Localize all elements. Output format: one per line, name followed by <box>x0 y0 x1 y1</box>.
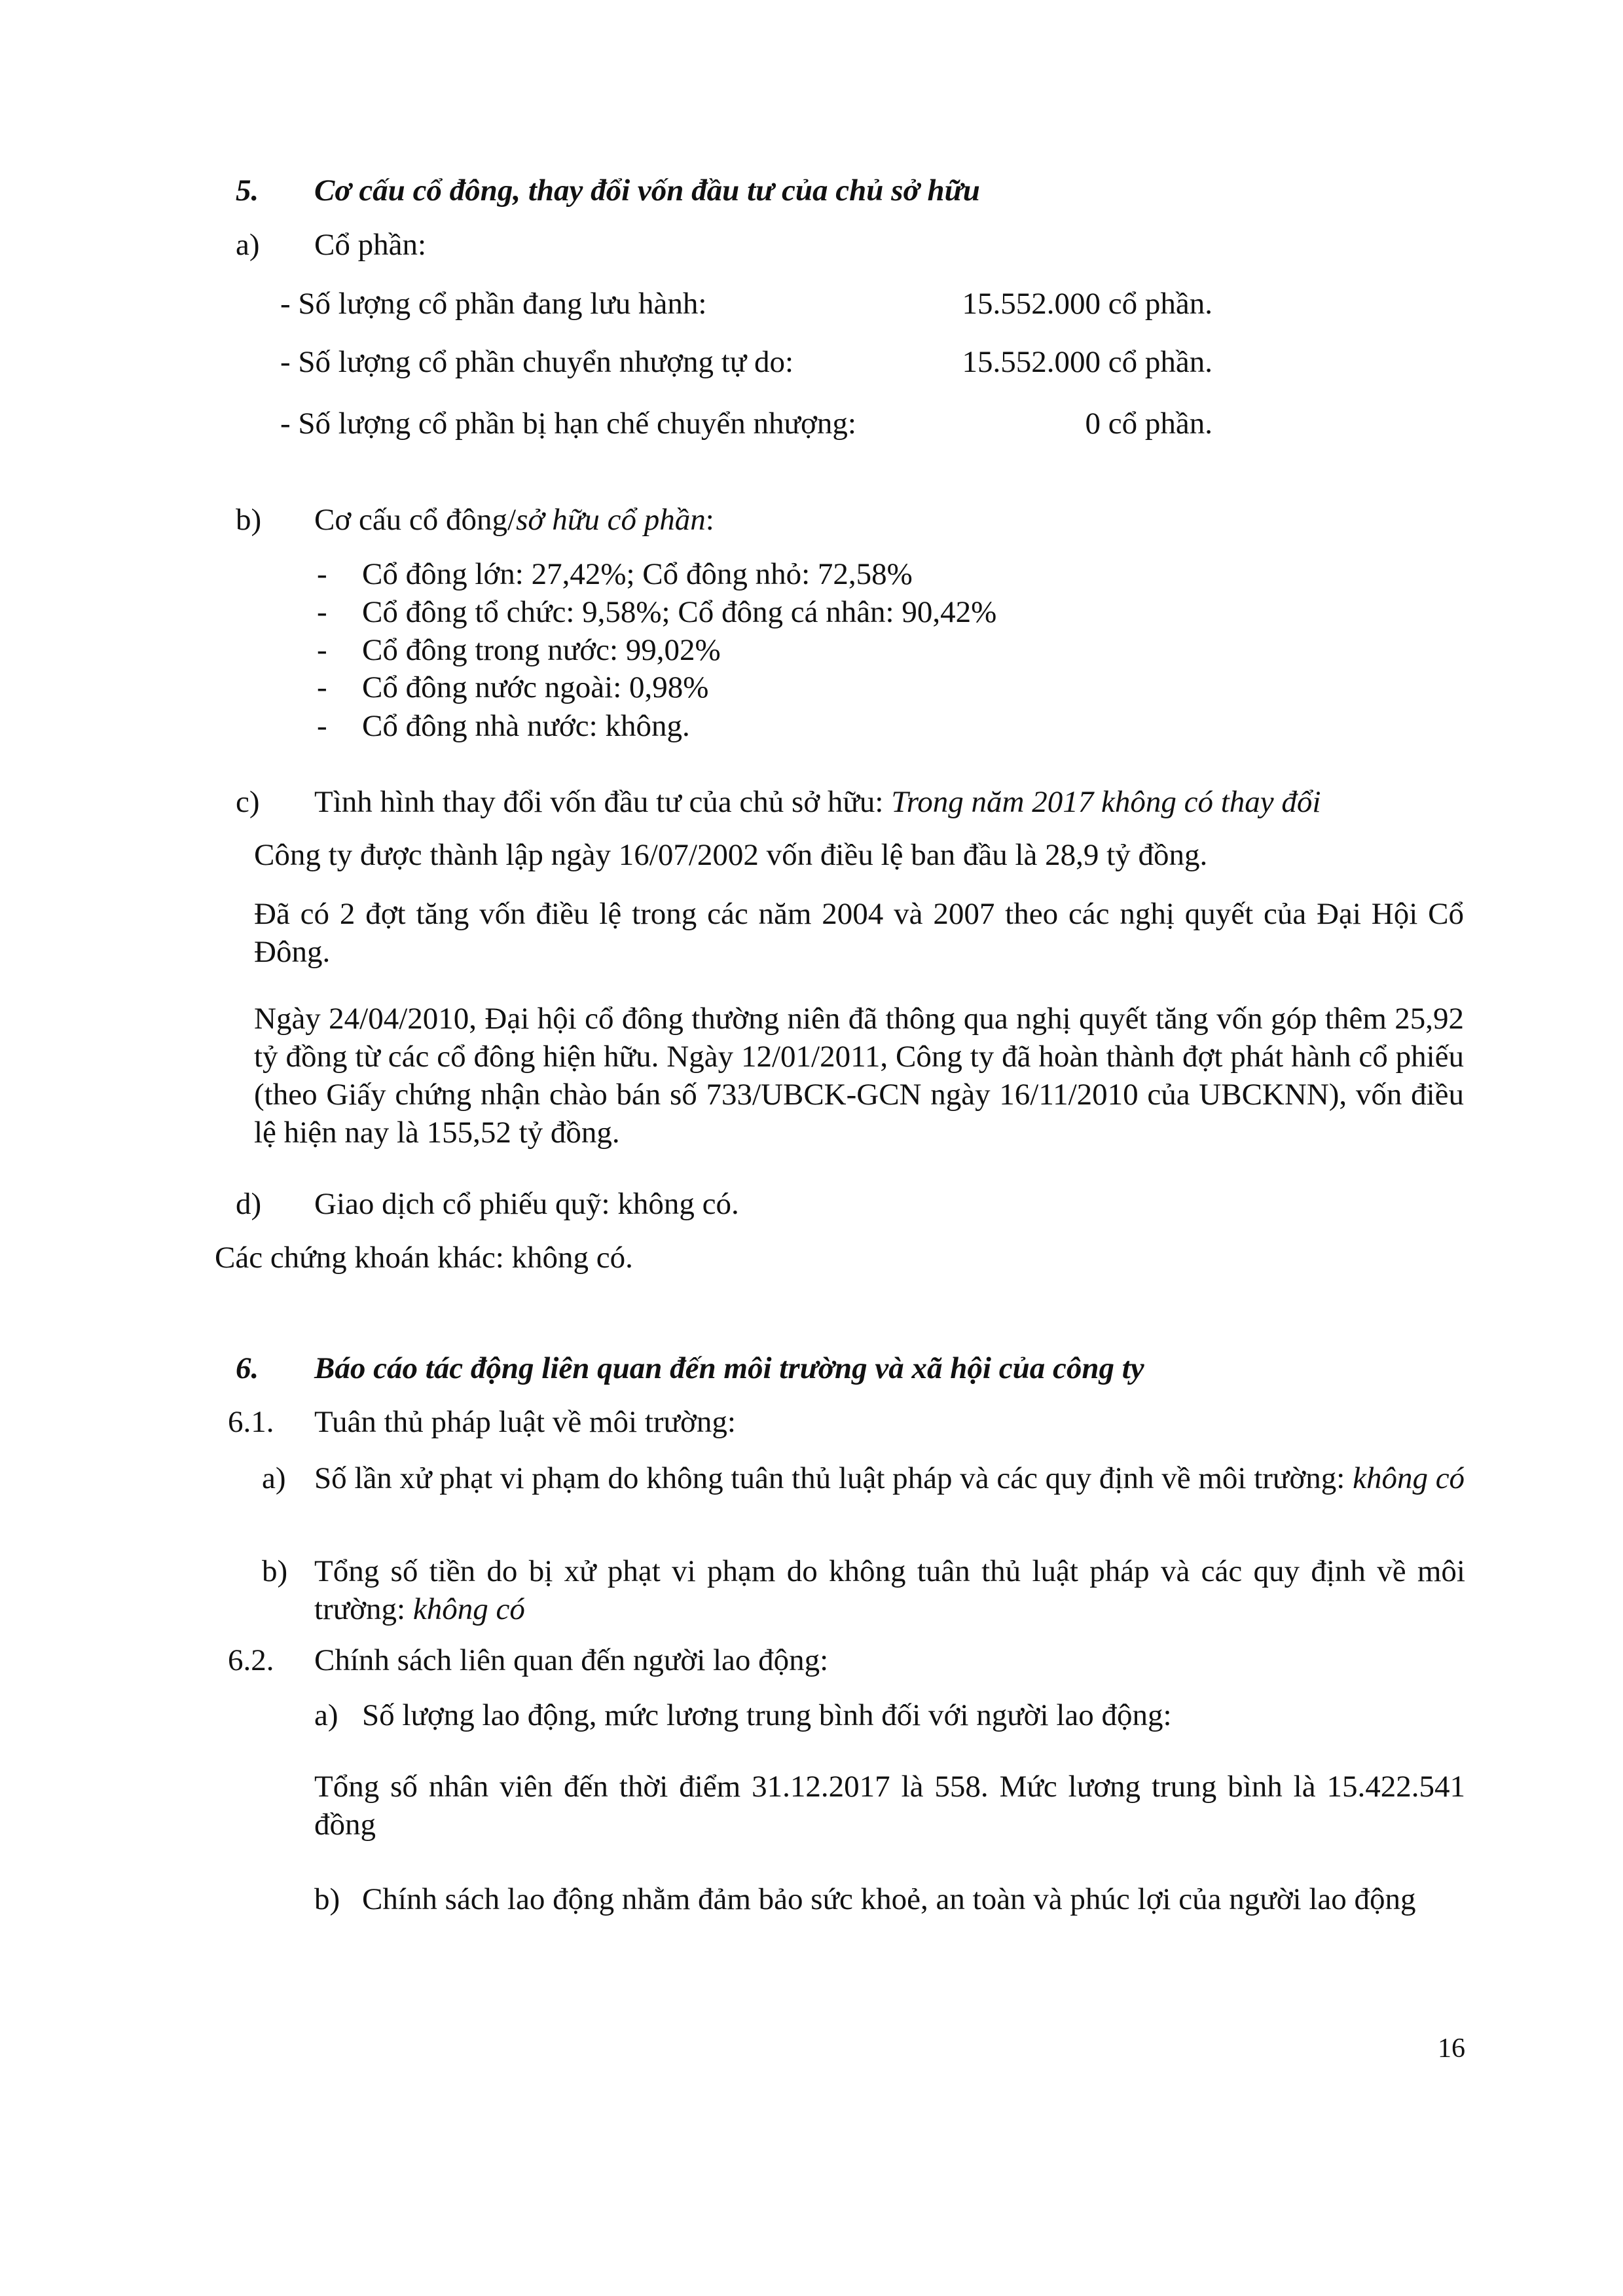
env-a-text <box>314 1459 1465 1497</box>
item-a-title: Cổ phần: <box>314 228 427 262</box>
bullet-item: Cổ đông nước ngoài: 0,98% <box>362 670 709 704</box>
env-b-text-italic: không có <box>412 1592 525 1626</box>
subsection-6-1-number: 6.1. <box>228 1405 274 1439</box>
item-c-title-plain: Tình hình thay đổi vốn đầu tư của chủ sở hữu: <box>314 785 892 819</box>
bullet-dash: - <box>317 670 327 704</box>
shares-restricted-value: 0 cổ phần. <box>1085 407 1213 441</box>
item-b-title-plain: Cơ cấu cổ đông/ <box>314 503 517 537</box>
item-c-title-italic: Trong năm 2017 không có thay đổi <box>891 785 1321 819</box>
bullet-dash: - <box>317 557 327 591</box>
bullet-dash: - <box>317 633 327 667</box>
labor-a-paragraph: Tổng số nhân viên đến thời điểm 31.12.2017 là 558. Mức lương trung bình là 15.422.541 đồng <box>314 1770 1465 1842</box>
section-5-number: 5. <box>236 173 259 208</box>
item-b-label: b) <box>236 503 262 537</box>
subsection-6-2-number: 6.2. <box>228 1643 274 1677</box>
bullet-item: Cổ đông tổ chức: 9,58%; Cổ đông cá nhân: 90,42% <box>362 595 997 629</box>
shares-restricted-label: - Số lượng cổ phần bị hạn chế chuyển nhượng: <box>280 407 856 441</box>
page-number: 16 <box>1438 2033 1465 2064</box>
subsection-6-1-title: Tuân thủ pháp luật về môi trường: <box>314 1405 736 1439</box>
item-c-label: c) <box>236 785 260 819</box>
item-d-label: d) <box>236 1187 262 1221</box>
labor-b-label: b) <box>314 1882 340 1916</box>
shares-outstanding-label: - Số lượng cổ phần đang lưu hành: <box>280 287 707 321</box>
bullet-item: Cổ đông nhà nước: không. <box>362 709 690 743</box>
capital-paragraph-2: Đã có 2 đợt tăng vốn điều lệ trong các năm 2004 và 2007 theo các nghị quyết của Đại Hội Cổ Đông. <box>254 897 1464 969</box>
shares-free-transfer-label: - Số lượng cổ phần chuyển nhượng tự do: <box>280 345 794 379</box>
labor-b-text: Chính sách lao động nhằm đảm bảo sức khoẻ, an toàn và phúc lợi của người lao động <box>362 1882 1416 1916</box>
labor-a-label: a) <box>314 1698 338 1732</box>
shares-outstanding-value: 15.552.000 cổ phần. <box>962 287 1213 321</box>
bullet-dash: - <box>317 709 327 743</box>
other-securities: Các chứng khoán khác: không có. <box>215 1241 633 1275</box>
bullet-item: Cổ đông trong nước: 99,02% <box>362 633 721 667</box>
env-a-label: a) <box>262 1461 286 1495</box>
item-b-title-colon: : <box>705 503 714 537</box>
env-a-text-italic: không có <box>1353 1461 1465 1495</box>
bullet-dash: - <box>317 595 327 629</box>
section-5-title: Cơ cấu cổ đông, thay đổi vốn đầu tư của chủ sở hữu <box>314 173 980 208</box>
item-b-title-italic: sở hữu cổ phần <box>516 503 706 537</box>
subsection-6-2-title: Chính sách liên quan đến người lao động: <box>314 1643 829 1677</box>
capital-paragraph-1: Công ty được thành lập ngày 16/07/2002 vốn điều lệ ban đầu là 28,9 tỷ đồng. <box>254 838 1208 872</box>
bullet-item: Cổ đông lớn: 27,42%; Cổ đông nhỏ: 72,58% <box>362 557 913 591</box>
env-b-text-plain: Tổng số tiền do bị xử phạt vi phạm do không tuân thủ luật pháp và các quy định về môi trường: <box>314 1554 1465 1626</box>
labor-a-text: Số lượng lao động, mức lương trung bình đối với người lao động: <box>362 1698 1172 1732</box>
env-b-text <box>314 1552 1465 1628</box>
env-a-text-plain: Số lần xử phạt vi phạm do không tuân thủ luật pháp và các quy định về môi trường: <box>314 1461 1353 1495</box>
item-c-title <box>314 783 1321 821</box>
capital-paragraph-3: Ngày 24/04/2010, Đại hội cổ đông thường niên đã thông qua nghị quyết tăng vốn góp thêm 25,92 tỷ đồng từ các cổ đông hiện hữu. Ngày 12/01/2011, Công ty đã hoàn thành đợt phát hành cổ phiếu (theo Giấy chứng nhận chào bán số 733/UBCK-GCN ngày 16/11/2010 của UBCKNN), vốn điều lệ hiện nay là 155,52 tỷ đồng. <box>254 1002 1464 1150</box>
shares-free-transfer-value: 15.552.000 cổ phần. <box>962 345 1213 379</box>
item-d-text: Giao dịch cổ phiếu quỹ: không có. <box>314 1187 739 1221</box>
section-6-title: Báo cáo tác động liên quan đến môi trường và xã hội của công ty <box>314 1351 1144 1385</box>
item-b-title <box>314 501 714 539</box>
item-a-label: a) <box>236 228 260 262</box>
env-b-label: b) <box>262 1554 288 1588</box>
section-6-number: 6. <box>236 1351 259 1385</box>
